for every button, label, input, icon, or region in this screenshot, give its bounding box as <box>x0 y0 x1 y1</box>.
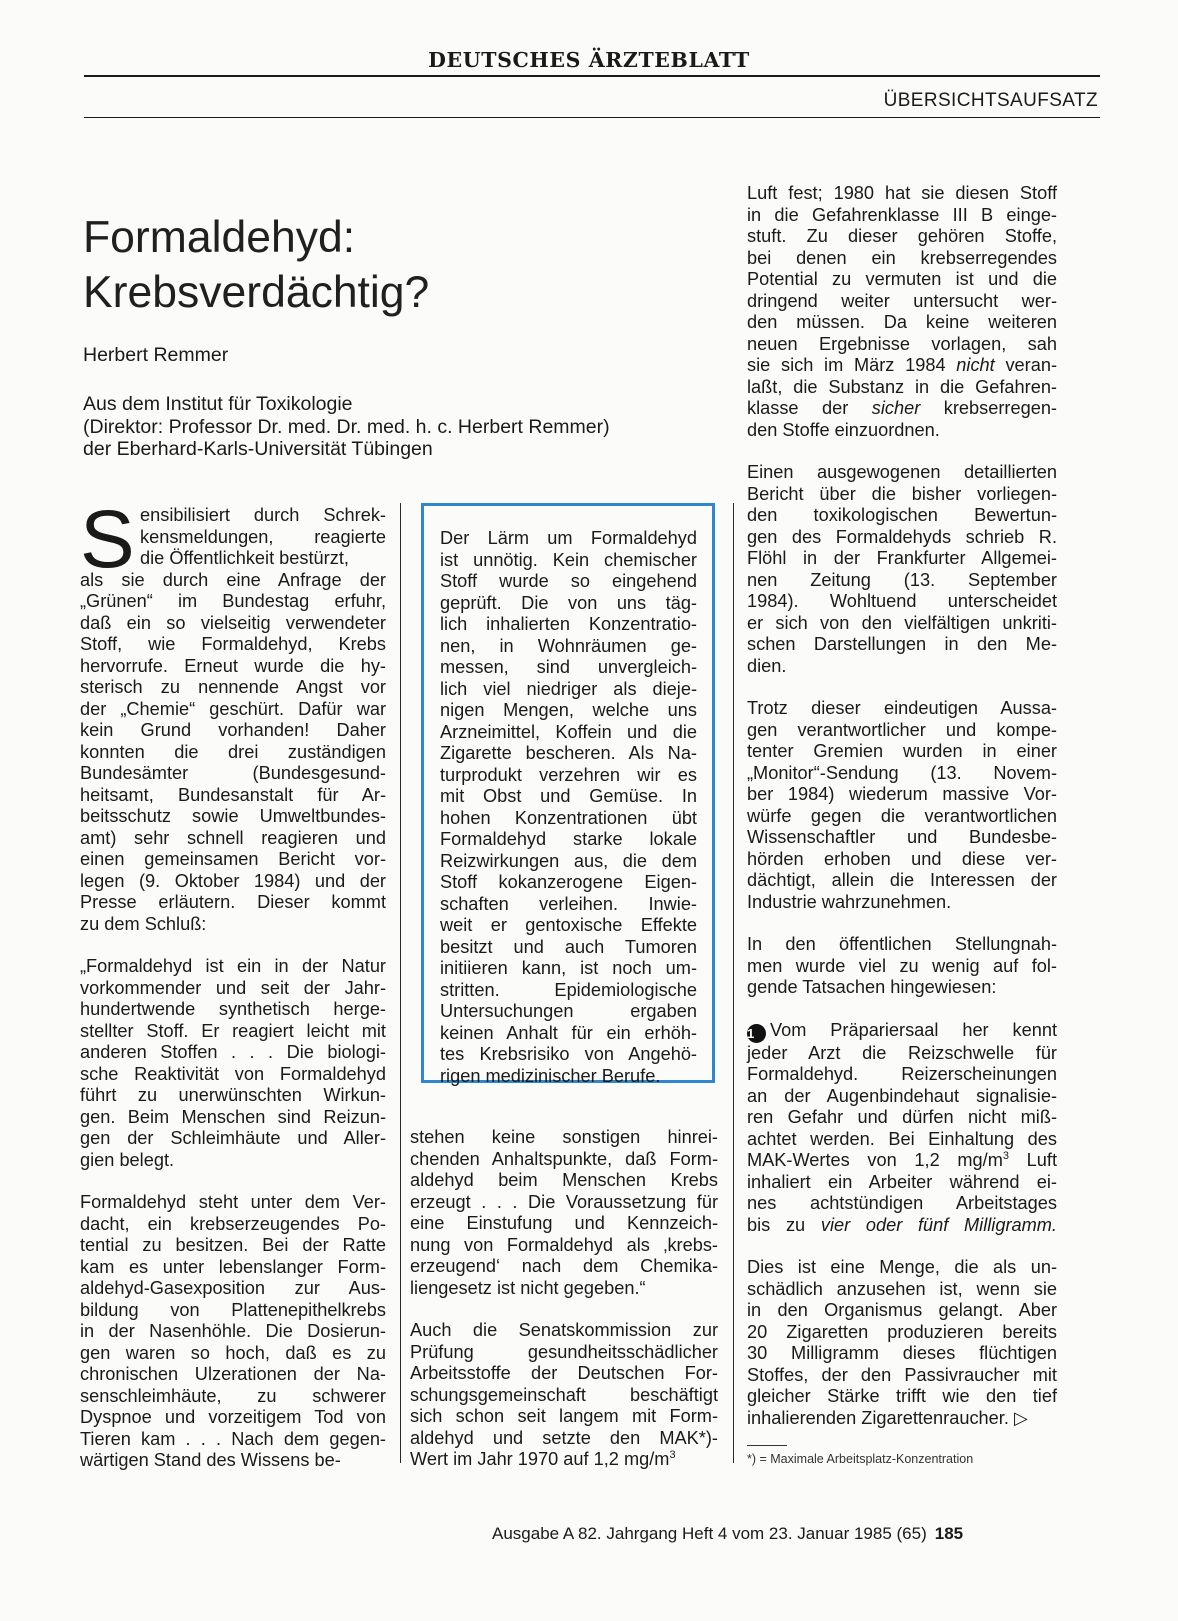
continue-arrow-icon: ▷ <box>1013 1407 1028 1428</box>
text-line: inhaliert ein Arbeiter während ei- <box>747 1171 1057 1192</box>
column-3 <box>747 183 1057 1429</box>
affiliation-line: Aus dem Institut für Toxikologie <box>83 393 353 415</box>
text-line: senschleimhäute, zu schwerer <box>80 1385 386 1406</box>
text-line: nes achtstündigen Arbeitstages <box>747 1193 1057 1213</box>
text-line: schaften verleihen. Inwie- <box>440 893 697 914</box>
drop-cap: S <box>80 494 135 585</box>
text-line: Presse erläutern. Dieser kommt <box>80 892 386 912</box>
text-line: laßt, die Substanz in die Gefahren- <box>747 376 1057 397</box>
text-line: dien. <box>747 655 787 676</box>
text-line: wärtigen Stand des Wissens be- <box>80 1450 341 1470</box>
issue-info: Ausgabe A 82. Jahrgang Heft 4 vom 23. Januar 1985 (65) <box>492 1524 927 1543</box>
number-bullet-icon: 1 <box>747 1024 766 1043</box>
text-line: nigen Mengen, welche uns <box>440 700 697 720</box>
text-line: legen (9. Oktober 1984) und der <box>80 870 386 891</box>
text-line: „Monitor“-Sendung (13. Novem- <box>747 762 1057 783</box>
text-line: kam es unter lebenslanger Form- <box>80 1256 386 1277</box>
text-line: men wurde viel zu wenig auf fol- <box>747 955 1057 976</box>
affiliation-line: der Eberhard-Karls-Universität Tübingen <box>83 438 433 460</box>
text-line: gen verantwortlicher und kompe- <box>747 719 1057 740</box>
paragraph <box>410 1127 718 1299</box>
text-line: bis zu vier oder fünf Milligramm. <box>747 1214 1057 1235</box>
text-line: daß ein so vielseitig verwendeter <box>80 612 386 633</box>
paragraph <box>80 1192 386 1472</box>
text-line: hundertwende synthetisch herge- <box>80 999 386 1019</box>
text-line: amt) sehr schnell reagieren und <box>80 827 386 848</box>
paragraph <box>747 462 1057 677</box>
text-line: 30 Milligramm dieses flüchtigen <box>747 1343 1057 1363</box>
masthead-rule <box>84 75 1100 77</box>
text-line: achtet werden. Bei Einhaltung des <box>747 1128 1057 1149</box>
text-line: den Stoffe einzuordnen. <box>747 419 940 440</box>
text-line: den müssen. Da keine weiteren <box>747 312 1057 332</box>
text-line: Trotz dieser eindeutigen Aussa- <box>747 698 1057 718</box>
text-line: einen gemeinsamen Bericht vor- <box>80 849 386 869</box>
text-line: inhalierenden Zigarettenraucher. ▷ <box>747 1407 1028 1428</box>
text-line: ren Gefahr und dürfen nicht miß- <box>747 1107 1057 1127</box>
page-footer <box>492 1524 963 1544</box>
text-line: rigen medizinischer Berufe. <box>440 1065 661 1086</box>
text-line: turprodukt verzehren wir es <box>440 764 697 785</box>
text-line: gien belegt. <box>80 1149 175 1170</box>
text-line: Arbeitsstoffe der Deutschen For- <box>410 1363 718 1383</box>
paragraph <box>747 934 1057 999</box>
text-line: konnten die drei zuständigen <box>80 741 386 762</box>
text-line: führt zu unerwünschten Wirkun- <box>80 1085 386 1105</box>
text-line: „Grünen“ im Bundestag erfuhr, <box>80 591 386 611</box>
text-line: schädlich anzusehen ist, wenn sie <box>747 1278 1057 1299</box>
text-line: initiieren kann, ist noch um- <box>440 958 697 978</box>
text-line: klasse der sicher krebserregen- <box>747 398 1057 418</box>
text-line: aldehyd und setzte den MAK*)- <box>410 1427 718 1448</box>
text-line: stritten. Epidemiologische <box>440 979 697 1000</box>
text-line: Dies ist eine Menge, die als un- <box>747 1257 1057 1277</box>
text-line: hervorrufe. Erneut wurde die hy- <box>80 655 386 676</box>
text-line: lich viel niedriger als dieje- <box>440 678 697 699</box>
text-line: gen. Beim Menschen sind Reizun- <box>80 1106 386 1127</box>
callout-text <box>440 528 697 1087</box>
text-line: Tieren kam . . . Nach dem gegen- <box>80 1428 386 1449</box>
text-line: mit Obst und Gemüse. In <box>440 786 697 806</box>
text-line: dringend weiter untersucht wer- <box>747 290 1057 311</box>
author-name: Herbert Remmer <box>83 344 229 366</box>
text-line: Bundesämter (Bundesgesund- <box>80 763 386 783</box>
page-number: 185 <box>934 1524 964 1543</box>
text-line: zu dem Schluß: <box>80 913 207 934</box>
paragraph <box>80 570 386 936</box>
text-line: lich inhalierten Konzentratio- <box>440 614 697 634</box>
text-line: hörden erhoben und diese ver- <box>747 848 1057 869</box>
text-line: schen Darstellungen in den Me- <box>747 634 1057 654</box>
section-label: ÜBERSICHTSAUFSATZ <box>883 90 1098 111</box>
text-line: bildung von Plattenepithelkrebs <box>80 1299 386 1320</box>
text-line: sterisch zu nennende Angst vor <box>80 677 386 697</box>
column-2 <box>410 1127 718 1471</box>
callout-box <box>421 503 715 1086</box>
column-divider <box>400 503 401 1463</box>
text-line: hohen Konzentrationen übt <box>440 807 697 828</box>
text-line: neuen Ergebnisse vorlagen, sah <box>747 333 1057 354</box>
text-line: dächtigt, allein die Interessen der <box>747 870 1057 890</box>
paragraph <box>747 183 1057 441</box>
text-line: stuft. Zu dieser gehören Stoffe, <box>747 226 1057 246</box>
text-line: in den Organismus gelangt. Aber <box>747 1300 1057 1320</box>
text-line: tes Krebsrisiko von Angehö- <box>440 1044 697 1064</box>
text-line: stellter Stoff. Er reagiert leicht mit <box>80 1020 386 1041</box>
text-line: sich schon seit langem mit Form- <box>410 1406 718 1426</box>
text-line: er sich von den vielfältigen unkriti- <box>747 612 1057 633</box>
text-line: MAK-Wertes von 1,2 $mg/m^3$ Luft <box>747 1149 1057 1170</box>
text-line: In den öffentlichen Stellungnah- <box>747 934 1057 954</box>
text-line: als sie durch eine Anfrage der <box>80 569 386 590</box>
quote-paragraph <box>80 956 386 1171</box>
text-line: Arzneimittel, Koffein und die <box>440 721 697 742</box>
text-line: gende Tatsachen hingewiesen: <box>747 977 997 997</box>
paragraph <box>410 1320 718 1471</box>
text-line: in der Nasenhöhle. Die Dosierun- <box>80 1321 386 1341</box>
text-line: Einen ausgewogenen detaillierten <box>747 462 1057 482</box>
text-line: Stoff kokanzerogene Eigen- <box>440 872 697 892</box>
text-line: ist unnötig. Kein chemischer <box>440 549 697 570</box>
text-line: Der Lärm um Formaldehyd <box>440 528 697 548</box>
header-rule <box>84 117 1100 118</box>
text-line: stehen keine sonstigen hinrei- <box>410 1127 718 1147</box>
text-line: 1984). Wohltuend unterscheidet <box>747 591 1057 611</box>
paragraph <box>747 1257 1057 1429</box>
text-line: liengesetz ist nicht gegeben.“ <box>410 1277 646 1298</box>
text-line: beitsschutz sowie Umweltbundes- <box>80 806 386 826</box>
paragraph <box>747 698 1057 913</box>
text-line: Formaldehyd steht unter dem Ver- <box>80 1192 386 1212</box>
text-line: Stoff wurde so eingehend <box>440 571 697 591</box>
text-line: Reizwirkungen aus, die dem <box>440 850 697 871</box>
text-line: gen der Schleimhäute und Aller- <box>80 1128 386 1148</box>
text-line: Dyspnoe und vorzeitigem Tod von <box>80 1407 386 1427</box>
text-line: kensmeldungen, reagierte <box>140 526 386 547</box>
text-line: Prüfung gesundheitsschädlicher <box>410 1341 718 1362</box>
text-line: Flöhl in der Frankfurter Allgemei- <box>747 548 1057 568</box>
text-line: besitzt und auch Tumoren <box>440 936 697 957</box>
text-line: Untersuchungen ergaben <box>440 1001 697 1021</box>
text-line: den toxikologischen Bewertun- <box>747 505 1057 525</box>
text-line: 20 Zigaretten produzieren bereits <box>747 1321 1057 1342</box>
text-line: an der Augenbindehaut signalisie- <box>747 1085 1057 1106</box>
text-line: messen, sind unvergleich- <box>440 657 697 677</box>
affiliation-line: (Direktor: Professor Dr. med. Dr. med. h. c. Herbert Remmer) <box>83 415 610 438</box>
text-line: weit er gentoxische Effekte <box>440 915 697 935</box>
text-line: gen waren so hoch, daß es zu <box>80 1342 386 1363</box>
text-line: geprüft. Die von uns täg- <box>440 592 697 613</box>
title-line: Krebsverdächtig? <box>83 267 430 317</box>
text-line: Formaldehyd. Reizerscheinungen <box>747 1064 1057 1084</box>
text-line: würfe gegen die verantwortlichen <box>747 805 1057 826</box>
text-line: Auch die Senatskommission zur <box>410 1320 718 1340</box>
text-line: tential zu besitzen. Bei der Ratte <box>80 1235 386 1255</box>
text-line: die Öffentlichkeit bestürzt, <box>140 548 349 568</box>
text-line: sie sich im März 1984 nicht veran- <box>747 355 1057 375</box>
text-line: Potential zu vermuten ist und die <box>747 269 1057 289</box>
text-line: nen Zeitung (13. September <box>747 569 1057 590</box>
text-line: Formaldehyd starke lokale <box>440 829 697 849</box>
text-line: heitsamt, Bundesanstalt für Ar- <box>80 784 386 805</box>
affiliation <box>83 393 610 461</box>
text-line: anderen Stoffen . . . Die biologi- <box>80 1042 386 1062</box>
text-line: Wert im Jahr 1970 auf 1,2 $mg/m^3$ <box>410 1448 676 1469</box>
numbered-paragraph <box>747 1020 1057 1237</box>
text-line: jeder Arzt die Reizschwelle für <box>747 1042 1057 1063</box>
footnote-rule <box>747 1445 787 1446</box>
title-line: Formaldehyd: <box>83 212 356 262</box>
text-line: erzeugt . . . Die Voraussetzung für <box>410 1191 718 1212</box>
footnote: *) = Maximale Arbeitsplatz-Konzentration <box>747 1452 974 1466</box>
article-title <box>83 210 429 320</box>
text-line: in die Gefahrenklasse III B einge- <box>747 204 1057 225</box>
text-line: gen des Formaldehyds schrieb R. <box>747 526 1057 547</box>
text-line: keinen Anhalt für ein erhöh- <box>440 1022 697 1043</box>
text-line: kein Grund vorhanden! Daher <box>80 720 386 740</box>
text-line: chenden Anhaltspunkte, daß Form- <box>410 1148 718 1169</box>
text-line: nen, in Wohnräumen ge- <box>440 635 697 656</box>
text-line: dacht, ein krebserzeugendes Po- <box>80 1213 386 1234</box>
column-divider <box>733 503 734 1463</box>
text-line: Bericht über die bisher vorliegen- <box>747 483 1057 504</box>
text-line: Stoff, wie Formaldehyd, Krebs <box>80 634 386 654</box>
masthead: DEUTSCHES ÄRZTEBLATT <box>428 48 750 72</box>
text-line: sche Reaktivität von Formaldehyd <box>80 1063 386 1084</box>
text-line: erzeugend‘ nach dem Chemika- <box>410 1256 718 1276</box>
text-line: schungsgemeinschaft beschäftigt <box>410 1384 718 1405</box>
text-line: nung von Formaldehyd als ‚krebs- <box>410 1234 718 1255</box>
text-line: ber 1984) wiederum massive Vor- <box>747 784 1057 804</box>
column-1 <box>80 494 386 1472</box>
text-line: tenter Gremien wurden in einer <box>747 741 1057 761</box>
text-line: bei denen ein krebserregendes <box>747 247 1057 268</box>
text-line: gleicher Stärke trifft wie den tief <box>747 1386 1057 1406</box>
text-line: aldehyd beim Menschen Krebs <box>410 1170 718 1190</box>
text-line: chronischen Ulzerationen der Na- <box>80 1364 386 1384</box>
text-line: „Formaldehyd ist ein in der Natur <box>80 956 386 976</box>
text-line: 1 Vom Präpariersaal her kennt <box>747 1019 1057 1041</box>
text-line: aldehyd-Gasexposition zur Aus- <box>80 1278 386 1298</box>
text-line: Industrie wahrzunehmen. <box>747 891 952 912</box>
text-line: Luft fest; 1980 hat sie diesen Stoff <box>747 183 1057 203</box>
text-line: Stoffes, der den Passivraucher mit <box>747 1364 1057 1385</box>
text-line: Zigarette bescheren. Als Na- <box>440 743 697 763</box>
text-line: vorkommender und seit der Jahr- <box>80 977 386 998</box>
text-line: ensibilisiert durch Schrek- <box>140 505 386 525</box>
text-line: eine Einstufung und Kennzeich- <box>410 1213 718 1233</box>
text-line: Wissenschaftler und Bundesbe- <box>747 827 1057 847</box>
text-line: der „Chemie“ geschürt. Dafür war <box>80 698 386 719</box>
